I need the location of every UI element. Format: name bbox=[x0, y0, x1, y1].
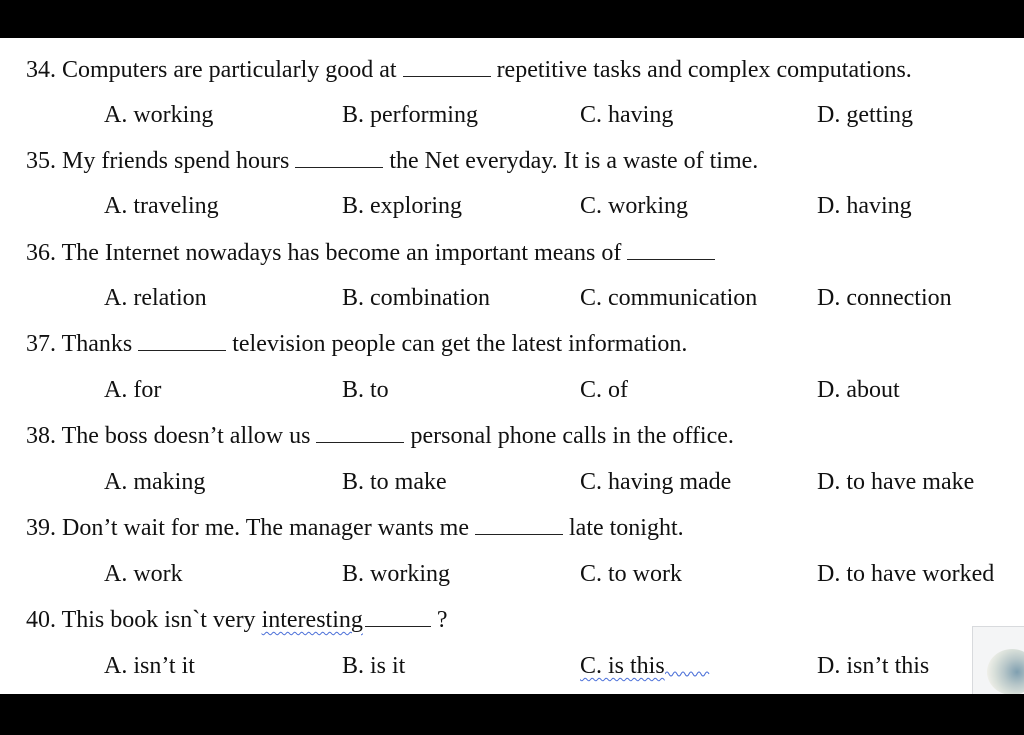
option-d[interactable]: D. to have worked bbox=[817, 561, 995, 587]
option-d[interactable]: D. having bbox=[817, 193, 912, 219]
option-a[interactable]: A. isn’t it bbox=[104, 653, 195, 679]
thumbnail-picture bbox=[987, 649, 1024, 694]
option-c-text: C. is this bbox=[580, 653, 665, 679]
question-number: 38. bbox=[26, 423, 56, 449]
option-a[interactable]: A. making bbox=[104, 469, 206, 495]
option-c[interactable] bbox=[580, 652, 711, 680]
question-text: Don’t wait for me. The manager wants me bbox=[62, 515, 469, 541]
question-text: Computers are particularly good at bbox=[62, 57, 397, 83]
answer-blank bbox=[365, 606, 431, 627]
option-b[interactable]: B. to make bbox=[342, 469, 447, 495]
option-d[interactable]: D. getting bbox=[817, 102, 913, 128]
question-text: My friends spend hours bbox=[62, 148, 290, 174]
question-35 bbox=[26, 147, 758, 175]
option-d[interactable]: D. connection bbox=[817, 285, 952, 311]
spellcheck-squiggle bbox=[665, 669, 711, 677]
option-b[interactable]: B. exploring bbox=[342, 193, 462, 219]
question-number: 34. bbox=[26, 57, 56, 83]
question-number: 36. bbox=[26, 240, 56, 266]
option-a[interactable]: A. work bbox=[104, 561, 183, 587]
spellcheck-marked-word: interesting bbox=[261, 607, 363, 633]
option-c[interactable]: C. to work bbox=[580, 561, 682, 587]
question-number: 35. bbox=[26, 148, 56, 174]
option-a[interactable]: A. traveling bbox=[104, 193, 219, 219]
option-c[interactable]: C. working bbox=[580, 193, 688, 219]
answer-blank bbox=[295, 147, 383, 168]
option-a[interactable]: A. working bbox=[104, 102, 214, 128]
option-c[interactable]: C. having bbox=[580, 102, 674, 128]
option-c[interactable]: C. communication bbox=[580, 285, 758, 311]
answer-blank bbox=[316, 422, 404, 443]
question-number: 39. bbox=[26, 515, 56, 541]
question-text: Thanks bbox=[61, 331, 133, 357]
question-text: The boss doesn’t allow us bbox=[61, 423, 311, 449]
question-text: The Internet nowadays has become an important means of bbox=[61, 240, 622, 266]
option-b[interactable]: B. performing bbox=[342, 102, 478, 128]
option-c[interactable]: C. of bbox=[580, 377, 628, 403]
option-b[interactable]: B. to bbox=[342, 377, 389, 403]
question-37 bbox=[26, 330, 687, 358]
option-b[interactable]: B. is it bbox=[342, 653, 406, 679]
worksheet-page bbox=[0, 38, 1024, 694]
answer-blank bbox=[403, 56, 491, 77]
question-text: This book isn`t very bbox=[61, 607, 256, 633]
question-text-after: personal phone calls in the office. bbox=[410, 423, 734, 449]
option-b[interactable]: B. combination bbox=[342, 285, 490, 311]
option-d[interactable]: D. to have make bbox=[817, 469, 975, 495]
option-b[interactable]: B. working bbox=[342, 561, 450, 587]
answer-blank bbox=[627, 239, 715, 260]
option-a[interactable]: A. for bbox=[104, 377, 162, 403]
answer-blank bbox=[138, 330, 226, 351]
question-39 bbox=[26, 514, 684, 542]
option-d[interactable]: D. isn’t this bbox=[817, 653, 930, 679]
question-text-after: repetitive tasks and complex computations. bbox=[496, 57, 912, 83]
option-d[interactable]: D. about bbox=[817, 377, 900, 403]
option-c[interactable]: C. having made bbox=[580, 469, 732, 495]
question-text-after: late tonight. bbox=[569, 515, 684, 541]
answer-blank bbox=[475, 514, 563, 535]
question-34 bbox=[26, 56, 912, 84]
question-40 bbox=[26, 606, 448, 634]
question-text-after: the Net everyday. It is a waste of time. bbox=[389, 148, 759, 174]
image-thumbnail[interactable] bbox=[972, 626, 1024, 694]
question-38 bbox=[26, 422, 734, 450]
question-text-after: television people can get the latest information. bbox=[232, 331, 688, 357]
question-36 bbox=[26, 239, 721, 267]
question-text-after: ? bbox=[436, 607, 448, 633]
option-a[interactable]: A. relation bbox=[104, 285, 207, 311]
question-number: 40. bbox=[26, 607, 56, 633]
question-number: 37. bbox=[26, 331, 56, 357]
